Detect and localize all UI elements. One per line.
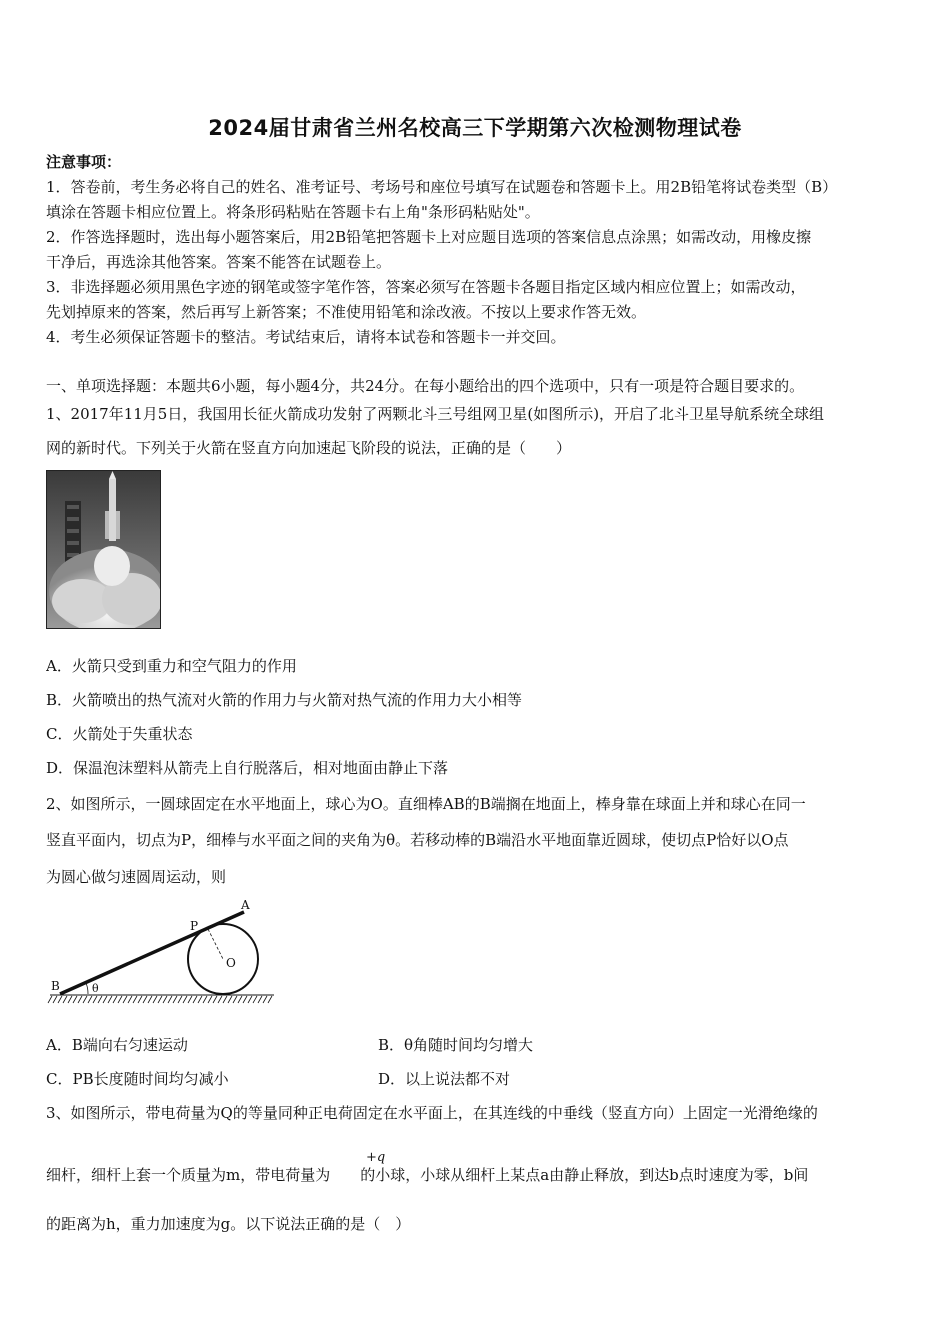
option-b: B．火箭喷出的热气流对火箭的作用力与火箭对热气流的作用力大小相等 xyxy=(46,691,523,709)
label-theta: θ xyxy=(92,982,99,995)
label-o: O xyxy=(226,956,236,970)
question-2-text: 竖直平面内，切点为P，细棒与水平面之间的夹角为θ。若移动棒的B端沿水平地面靠近圆球，使切点P恰好以O点 xyxy=(46,831,789,849)
charge-symbol: +q xyxy=(366,1150,386,1165)
notice-line: 填涂在答题卡相应位置上。将条形码粘贴在答题卡右上角"条形码粘贴处"。 xyxy=(46,203,540,221)
question-2-text: 为圆心做匀速圆周运动，则 xyxy=(46,868,227,886)
notice-line: 3．非选择题必须用黑色字迹的钢笔或签字笔作答，答案必须写在答题卡各题目指定区域内相应位置上；如需改动， xyxy=(46,278,806,296)
option-b: B．θ角随时间均匀增大 xyxy=(378,1036,534,1054)
notice-line: 4．考生必须保证答题卡的整洁。考试结束后，请将本试卷和答题卡一并交回。 xyxy=(46,328,566,346)
notice-line: 2．作答选择题时，选出每小题答案后，用2B铅笔把答题卡上对应题目选项的答案信息点涂黑；如需改动，用橡皮擦 xyxy=(46,228,812,246)
label-b: B xyxy=(51,979,60,993)
option-a: A．B端向右匀速运动 xyxy=(46,1036,188,1054)
label-a: A xyxy=(241,898,250,912)
question-3-text: 的距离为h，重力加速度为g。以下说法正确的是（ ） xyxy=(46,1215,411,1233)
option-d: D．以上说法都不对 xyxy=(378,1070,511,1088)
page-title: 2024届甘肃省兰州名校高三下学期第六次检测物理试卷 xyxy=(208,116,742,140)
question-2-text: 2、如图所示，一圆球固定在水平地面上，球心为O。直细棒AB的B端搁在地面上，棒身靠在球面上并和球心在同一 xyxy=(46,795,806,813)
option-a: A．火箭只受到重力和空气阻力的作用 xyxy=(46,657,297,675)
rocket-launch-photo xyxy=(46,470,161,629)
notice-line: 干净后，再选涂其他答案。答案不能答在试题卷上。 xyxy=(46,253,392,271)
question-3-text: 3、如图所示，带电荷量为Q的等量同种正电荷固定在水平面上，在其连线的中垂线（竖直方向）上固定一光滑绝缘的 xyxy=(46,1104,818,1122)
section-heading: 一、单项选择题：本题共6小题，每小题4分，共24分。在每小题给出的四个选项中，只有一项是符合题目要求的。 xyxy=(46,377,805,395)
label-p: P xyxy=(190,919,199,933)
notice-heading: 注意事项： xyxy=(46,153,122,171)
question-3-text: 细杆，细杆上套一个质量为m，带电荷量为 的小球，小球从细杆上某点a由静止释放，到达b点时速度为零，b间 xyxy=(46,1166,809,1184)
option-d: D．保温泡沫塑料从箭壳上自行脱落后，相对地面由静止下落 xyxy=(46,759,449,777)
rod-sphere-diagram xyxy=(46,895,281,1010)
question-1-text: 1、2017年11月5日，我国用长征火箭成功发射了两颗北斗三号组网卫星(如图所示)，开启了北斗卫星导航系统全球组 xyxy=(46,405,825,423)
notice-line: 1．答卷前，考生务必将自己的姓名、准考证号、考场号和座位号填写在试题卷和答题卡上。用2B铅笔将试卷类型（B） xyxy=(46,178,838,196)
question-1-text: 网的新时代。下列关于火箭在竖直方向加速起飞阶段的说法，正确的是（ ） xyxy=(46,439,572,457)
option-c: C．PB长度随时间均匀减小 xyxy=(46,1070,229,1088)
option-c: C．火箭处于失重状态 xyxy=(46,725,193,743)
notice-line: 先划掉原来的答案，然后再写上新答案；不准使用铅笔和涂改液。不按以上要求作答无效。 xyxy=(46,303,647,321)
